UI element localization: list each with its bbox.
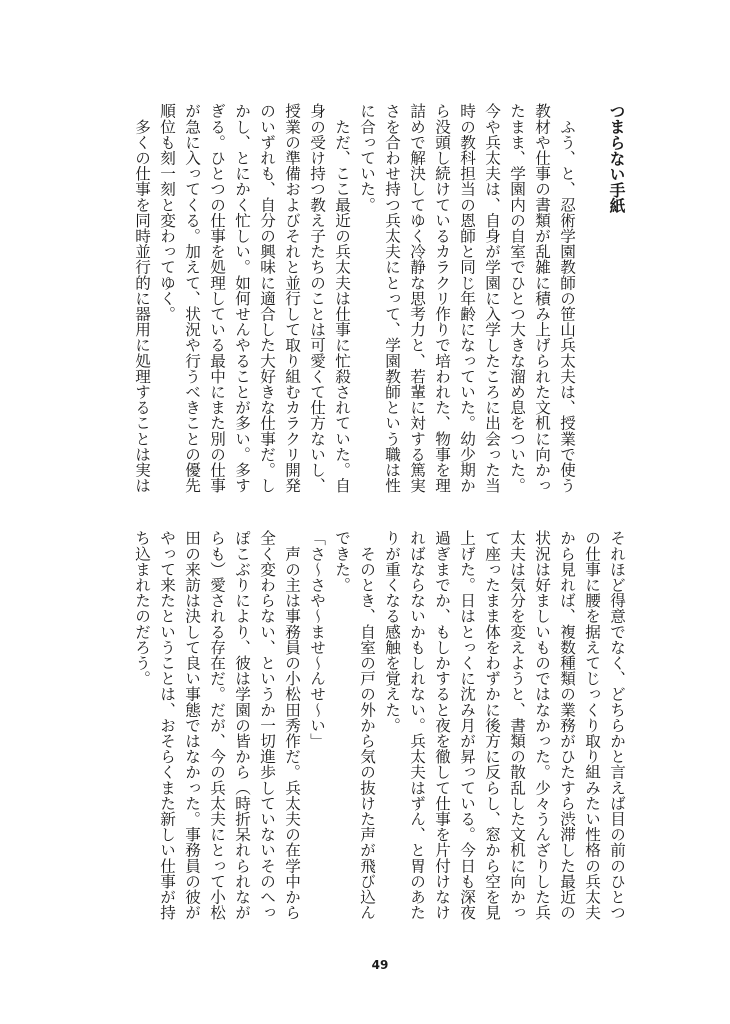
text-column: やって来たということは、おそらくまた新しい仕事が持 <box>158 530 176 920</box>
text-column: が急に入ってくる。加えて、状況や行うべきことの優先 <box>183 103 201 493</box>
text-column: ら没頭し続けているカラクリ作りで培われた、物事を理 <box>433 103 451 493</box>
text-column: のいずれも、自分の興味に適合した大好きな仕事だ。し <box>258 103 276 493</box>
text-column: らも）愛される存在だ。だが、今の兵太夫にとって小松 <box>208 530 226 920</box>
text-column: たまま、学園内の自室でひとつ大きな溜め息をついた。 <box>508 103 526 493</box>
text-column: 過ぎまでか、もしかすると夜を徹して仕事を片付けなけ <box>433 530 451 920</box>
title-spacer <box>579 103 604 497</box>
text-column: 多くの仕事を同時並行的に器用に処理することは実は <box>133 103 151 493</box>
text-column: 上げた。日はとっくに沈み月が昇っている。今日も深夜 <box>458 530 476 920</box>
text-column: の仕事に腰を据えてじっくり取り組みたい性格の兵太夫 <box>583 530 601 920</box>
text-column: それほど得意でなく、どちらかと言えば目の前のひとつ <box>608 530 626 920</box>
text-column: 状況は好ましいものではなかった。少々うんざりした兵 <box>533 530 551 920</box>
bottom-text-block <box>129 530 629 924</box>
text-column: 詰めで解決してゆく冷静な思考力と、若輩に対する篤実 <box>408 103 426 493</box>
text-column: 授業の準備およびそれと並行して取り組むカラクリ開発 <box>283 103 301 493</box>
text-column: ればならないかもしれない。兵太夫はずん、と胃のあた <box>408 530 426 920</box>
text-column: 田の来訪は決して良い事態ではなかった。事務員の彼が <box>183 530 201 920</box>
text-column: ぽこぶりにより、彼は学園の皆から（時折呆れられなが <box>233 530 251 920</box>
text-column: に合っていた。 <box>358 103 376 213</box>
text-column: 全く変わらない、というか一切進歩していないそのへっ <box>258 530 276 920</box>
text-column: ち込まれたのだろう。 <box>133 530 151 686</box>
top-text-block <box>129 103 629 497</box>
page-number: 49 <box>371 958 389 972</box>
text-column: 身の受け持つ教え子たちのことは可愛くて仕方ないし、 <box>308 103 326 493</box>
text-column: かし、とにかく忙しい。如何せんやることが多い。多す <box>233 103 251 493</box>
text-column: ぎる。ひとつの仕事を処理している最中にまた別の仕事 <box>208 103 226 493</box>
text-column: ただ、ここ最近の兵太夫は仕事に忙殺されていた。自 <box>333 103 351 493</box>
text-column: 今や兵太夫は、自身が学園に入学したころに出会った当 <box>483 103 501 493</box>
text-column: 太夫は気分を変えようと、書類の散乱した文机に向かっ <box>508 530 526 920</box>
text-column: 時の教科担当の恩師と同じ年齢になっていた。幼少期か <box>458 103 476 493</box>
text-column: さを合わせ持つ兵太夫にとって、学園教師という職は性 <box>383 103 401 493</box>
text-column: 声の主は事務員の小松田秀作だ。兵太夫の在学中から <box>283 530 301 920</box>
text-column: から見れば、複数種類の業務がひたすら渋滞した最近の <box>558 530 576 920</box>
text-column: て座ったまま体をわずかに後方に反らし、窓から空を見 <box>483 530 501 920</box>
chapter-title: つまらない手紙 <box>607 103 626 214</box>
dialogue-column: 「さ～さや～ませ～んせ～い」 <box>308 530 326 749</box>
text-column: 教材や仕事の書類が乱雑に積み上げられた文机に向かっ <box>533 103 551 493</box>
text-column: ふう、と、忍術学園教師の笹山兵太夫は、授業で使う <box>558 103 576 493</box>
text-column: 順位も刻一刻と変わってゆく。 <box>158 103 176 322</box>
text-column: そのとき、自室の戸の外から気の抜けた声が飛び込ん <box>358 530 376 920</box>
text-column: できた。 <box>333 530 351 593</box>
text-column: りが重くなる感触を覚えた。 <box>383 530 401 733</box>
